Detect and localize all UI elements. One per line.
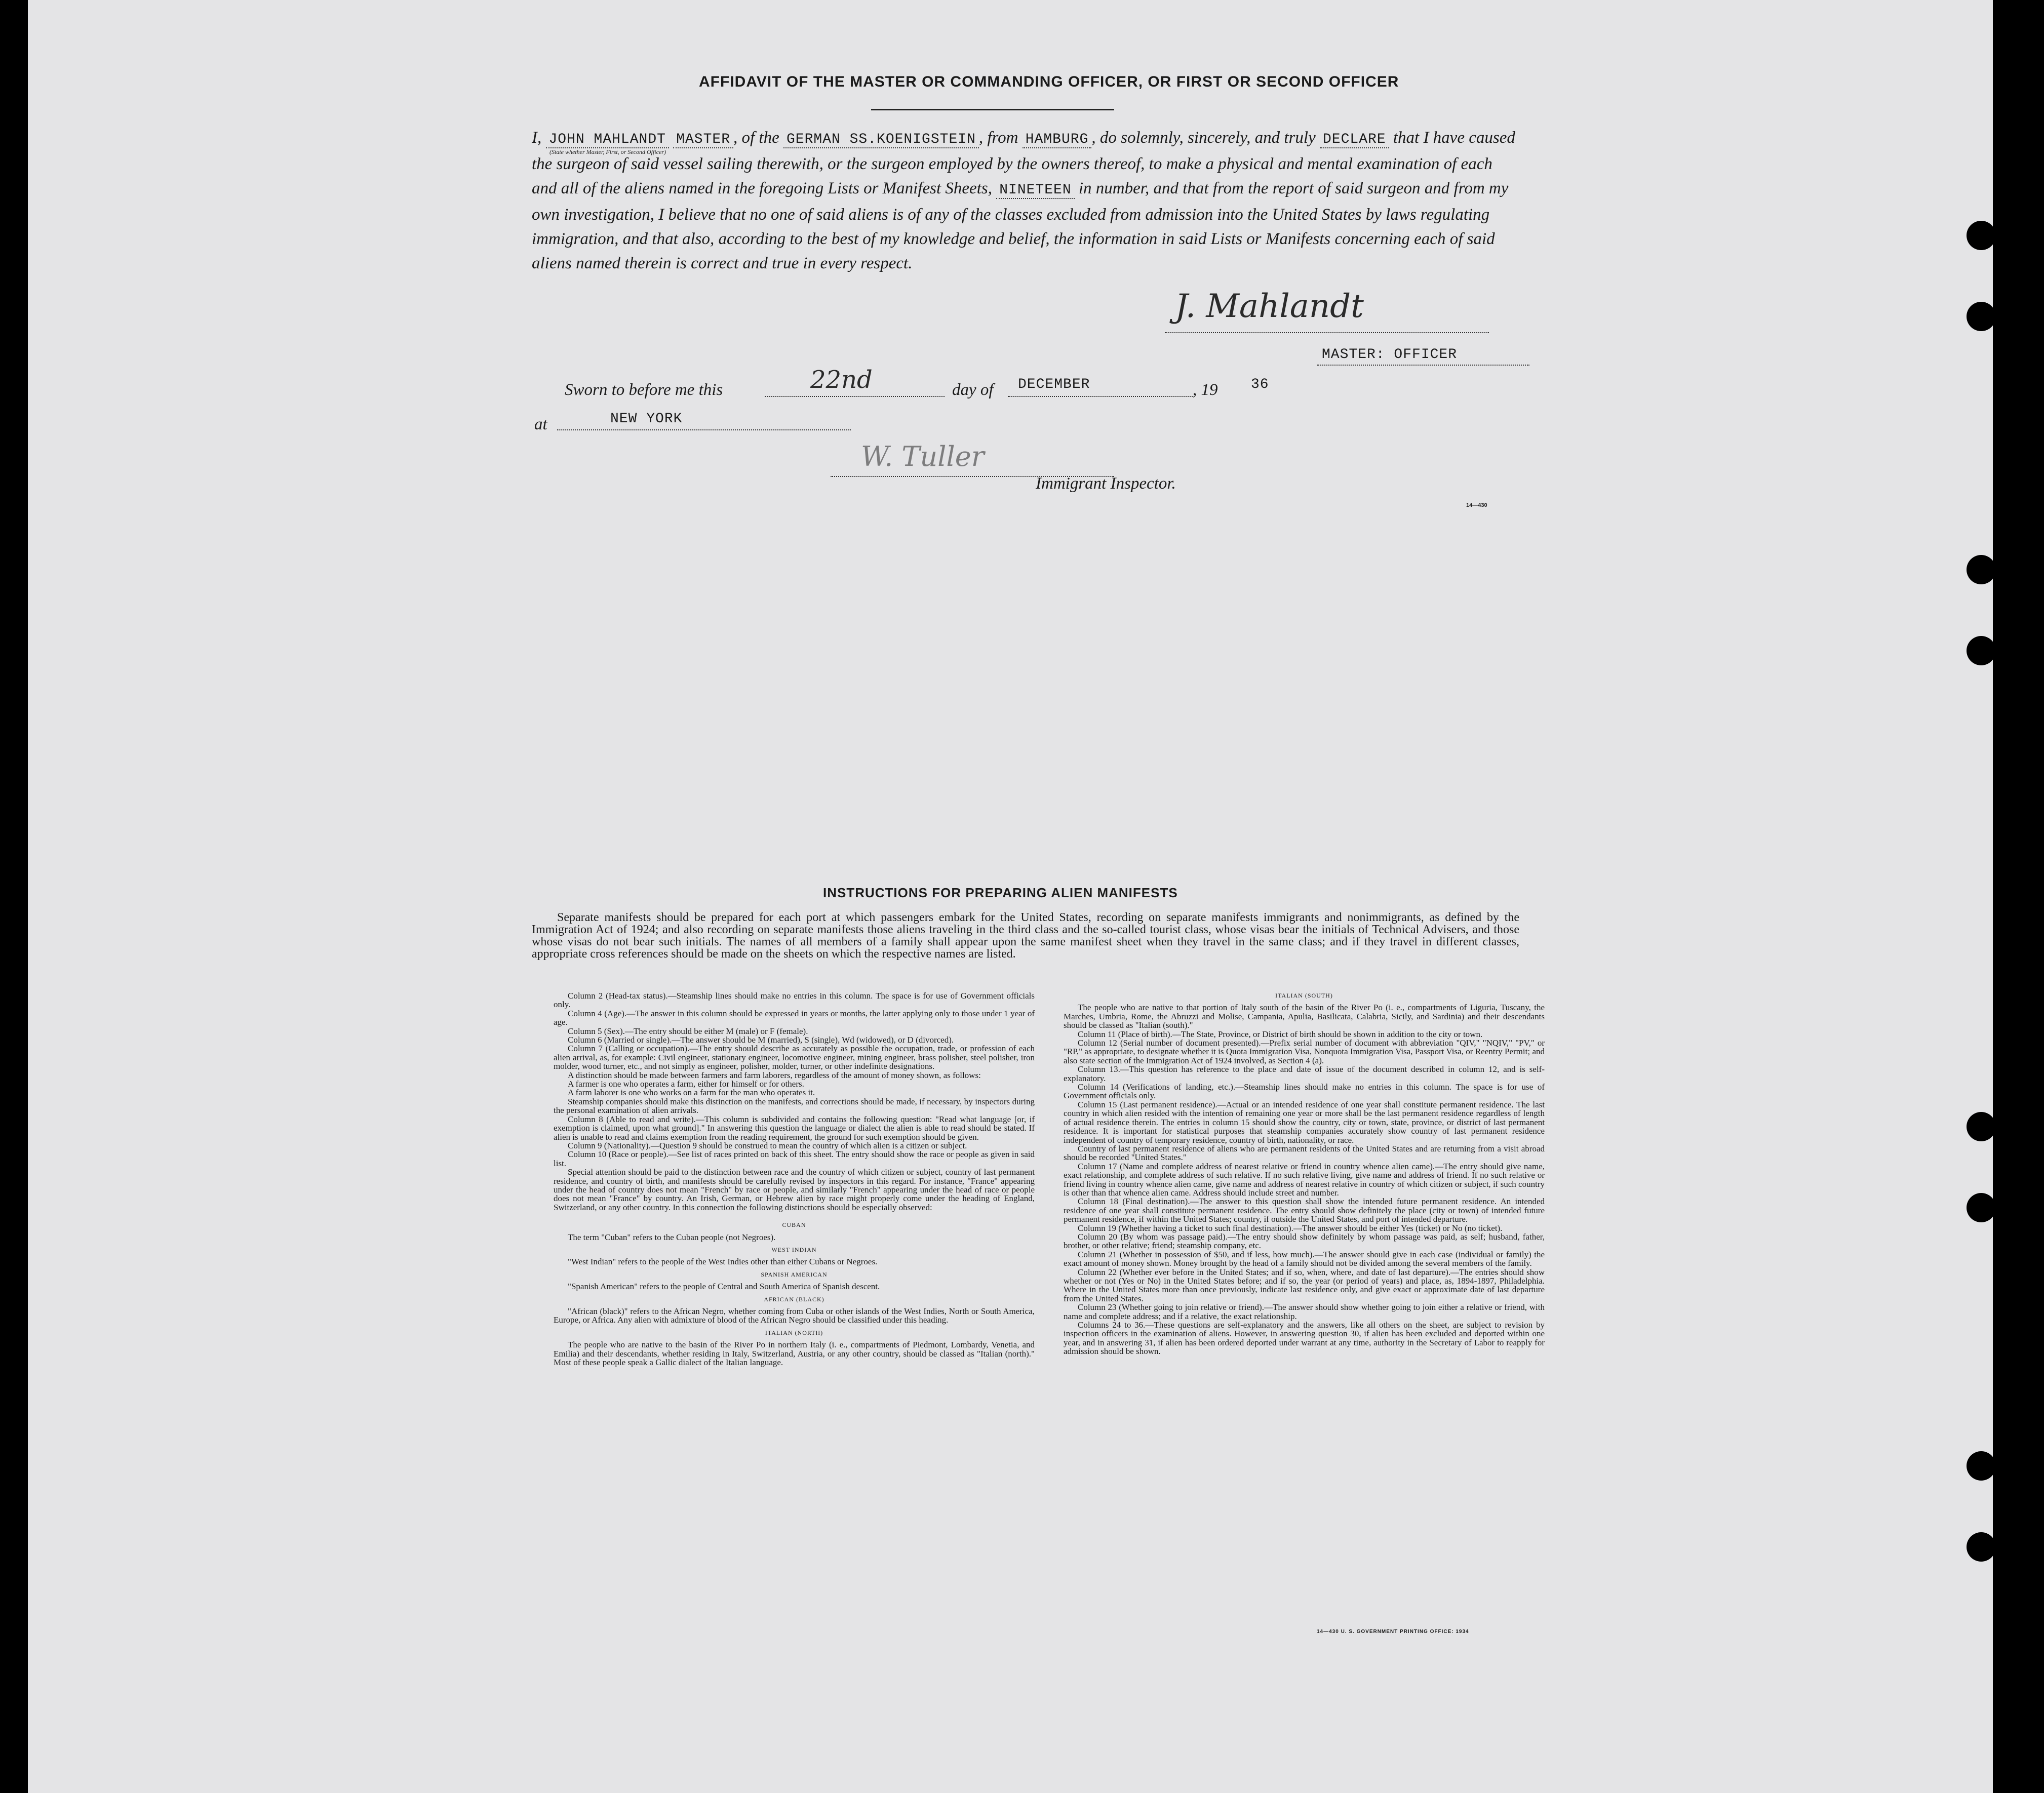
heading-west-indian: WEST INDIAN: [771, 1246, 817, 1253]
instructions-left-column: [554, 991, 1035, 1367]
instruction-paragraph: Column 9 (Nationality).—Question 9 should be construed to mean the country of which alien is a citizen or subject.: [568, 1140, 967, 1150]
instruction-paragraph: Column 12 (Serial number of document presented).—Prefix serial number of document with abbreviation "QIV," "NQIV," "PV," or "RP," as appropriate, to designate whether it is Quota Immigration Visa, Nonquota Immigration Visa, Passport Visa, or Reentry Permit; and also state section of the Immigration Act of 1924 involved, as Section 4 (a).: [1064, 1038, 1545, 1065]
instruction-paragraph: Column 21 (Whether in possession of $50, and if less, how much).—The answer should give in each case (individual or family) the exact amount of money shown. Money brought by the head of a family should not be divided among the several members of the family.: [1064, 1249, 1545, 1268]
punch-hole: [1967, 555, 1996, 584]
master-signature: J. Mahlandt: [1175, 288, 1364, 325]
sheets-count: NINETEEN: [996, 182, 1074, 199]
at-label: at: [534, 415, 547, 433]
instruction-paragraph: Column 5 (Sex).—The entry should be either M (male) or F (female).: [568, 1026, 808, 1036]
affidavit-title: AFFIDAVIT OF THE MASTER OR COMMANDING OFFICER, OR FIRST OR SECOND OFFICER: [699, 73, 1399, 90]
vessel-name: GERMAN SS.KOENIGSTEIN: [783, 132, 979, 148]
signer-title: MASTER: OFFICER: [1322, 347, 1458, 363]
officer-rank: MASTER: [673, 132, 733, 148]
sworn-year: 36: [1251, 377, 1269, 392]
title-rule: [871, 109, 1114, 110]
sworn-month: DECEMBER: [1018, 377, 1090, 392]
instruction-paragraph: Steamship companies should make this distinction on the manifests, and corrections should be made, if necessary, by inspectors during the personal examination of alien arrivals.: [554, 1096, 1035, 1115]
sworn-day: 22nd: [810, 366, 873, 394]
punch-hole: [1967, 1112, 1996, 1141]
signature-line: [1165, 332, 1489, 333]
instruction-paragraph: Column 7 (Calling or occupation).—The entry should describe as accurately as possible the occupation, trade, or profession of each alien arrival, as, for example: Civil engineer, stationary engineer, locomotive engineer, mining engineer, brass polisher, steel polisher, iron molder, wood turner, etc., and not simply as engineer, polisher, molder, turner, or other indefinite designations.: [554, 1044, 1035, 1071]
sworn-place: NEW YORK: [610, 411, 683, 427]
punch-hole: [1967, 1451, 1996, 1481]
instruction-paragraph: The people who are native to that portion of Italy south of the basin of the River Po (i. e., compartments of Liguria, Tuscany, the Marches, Umbria, Rome, the Abruzzi and Molise, Campania, Apulia, Basilicata, Calabria, Sicily, and Sardinia) and their descendants should be classed as "Italian (south).": [1064, 1003, 1545, 1030]
heading-italian-south: ITALIAN (SOUTH): [1275, 992, 1333, 999]
instruction-paragraph: Column 10 (Race or people).—See list of races printed on back of this sheet. The entry should show the race or people as given in said list.: [554, 1149, 1035, 1168]
instruction-paragraph: Special attention should be paid to the distinction between race and the country of which citizen or subject, country of last permanent residence, and country of birth, and manifests should be carefully revised by inspectors in this regard. For instance, "France" appearing under the head of country does not mean "French" by race or people, and similarly "French" appearing under the head of race or people does not mean "France" by country. An Irish, German, or Hebrew alien by race might properly come under the heading of England, Switzerland, or any other country. In this connection the following distinctions should be especially observed:: [554, 1167, 1035, 1212]
instruction-paragraph: Column 14 (Verifications of landing, etc.).—Steamship lines should make no entries in this column. The space is for use of Government officials only.: [1064, 1082, 1545, 1101]
rank-note: (State whether Master, First, or Second Officer): [549, 148, 666, 155]
instruction-paragraph: Column 18 (Final destination).—The answer to this question shall show the intended future permanent residence. An intended residence of one year shall constitute permanent residence. The entry should show definitely the place (city or town) of intended future permanent residence, if within the United States; country, if outside the United States, and port of intended departure.: [1064, 1197, 1545, 1224]
punch-hole: [1967, 636, 1996, 665]
paragraph-cuban: The term "Cuban" refers to the Cuban people (not Negroes).: [568, 1232, 776, 1242]
year-prefix: , 19: [1193, 381, 1218, 399]
month-line: [1008, 396, 1193, 397]
instruction-paragraph: Column 20 (By whom was passage paid).—The entry should show definitely by whom passage was paid, as self; husband, father, brother, or other relative; friend; steamship company, etc.: [1064, 1231, 1545, 1251]
affidavit-text: [532, 126, 1519, 275]
signer-title-line: [1317, 365, 1529, 366]
instruction-paragraph: A farmer is one who operates a farm, either for himself or for others.: [568, 1079, 804, 1089]
instruction-paragraph: Column 15 (Last permanent residence).—Actual or an intended residence of one year shall constitute permanent residence. The last country in which alien resided with the intention of remaining one year or more shall be the last permanent residence regardless of length of actual residence therein. The entries in column 15 should show the country, city or town, state, province, or district of last permanent residence. It is important for statistical purposes that steamship companies accurately show country of last permanent residence independent of country of temporary residence, country of birth, nationality, or race.: [1064, 1099, 1545, 1145]
inspector-signature: W. Tuller: [861, 441, 985, 472]
form-number: 14—430: [1466, 502, 1487, 508]
text-solemnly: solemnly, sincerely, and truly: [1121, 129, 1316, 147]
text-of-the: , of the: [733, 129, 779, 147]
punch-hole: [1967, 302, 1996, 331]
instruction-paragraph: Column 13.—This question has reference to the place and date of issue of the document described in column 12, and is self-explanatory.: [1064, 1064, 1545, 1083]
instruction-paragraph: Country of last permanent residence of aliens who are permanent residents of the United States and are returning from a visit abroad should be recorded "United States.": [1064, 1143, 1545, 1163]
day-line: [765, 396, 945, 397]
instruction-paragraph: Columns 24 to 36.—These questions are self-explanatory and the answers, like all others on the sheet, are subject to revision by inspection officers in the examination of aliens. However, in answering question 30, if alien has been excluded and deported within one year, and in answering 31, if alien has been ordered deported under warrant at any time, authority in the Secretary of Labor to reapply for admission should be shown.: [1064, 1320, 1545, 1357]
instruction-paragraph: Column 23 (Whether going to join relative or friend).—The answer should show whether going to join either a relative or friend, with name and complete address; and if a relative, the exact relationship.: [1064, 1302, 1545, 1321]
instructions-intro: Separate manifests should be prepared for each port at which passengers embark for the United States, recording on separate manifests immigrants and nonimmigrants, as defined by the Immigration Act of 1924; and also recording on separate manifests those aliens traveling in the third class and the so-called tourist class, whose visas bear the initials of Technical Advisers, and those whose visas do not bear such initials. The names of all members of a family shall appear upon the same manifest sheet when they travel in the same class; and if they travel in different classes, appropriate cross references should be made on the sheets on which the respective names are listed.: [532, 911, 1519, 961]
officer-name: JOHN MAHLANDT: [546, 132, 669, 148]
sworn-label: Sworn to before me this: [565, 381, 723, 399]
port-from: HAMBURG: [1023, 132, 1092, 148]
instruction-paragraph: Column 17 (Name and complete address of nearest relative or friend in country whence alien came).—The entry should give name, exact relationship, and complete address of such relative. If no such relative living, give name and address of friend. If no such relative or friend living in country whence alien came, give name and address of nearest relative in country of which citizen or subject, if such country is other than that whence alien came. Address should include street and number.: [1064, 1161, 1545, 1198]
punch-hole: [1967, 1532, 1996, 1562]
punch-hole: [1967, 221, 1996, 250]
text-i: I,: [532, 129, 542, 147]
paragraph-italian-north: The people who are native to the basin of the River Po in northern Italy (i. e., compartments of Piedmont, Lombardy, Venetia, and Emilia) and their descendants, whether residing in Italy, Switzerland, Austria, or any other country, should be classed as "Italian (north)." Most of these people speak a Gallic dialect of the Italian language.: [554, 1340, 1035, 1368]
instruction-paragraph: Column 11 (Place of birth).—The State, Province, or District of birth should be shown in addition to the city or town.: [1078, 1029, 1483, 1039]
paragraph-spanish-american: "Spanish American" refers to the people of Central and South America of Spanish descent.: [568, 1282, 880, 1292]
instruction-paragraph: Column 2 (Head-tax status).—Steamship lines should make no entries in this column. The space is for use of Government officials only.: [554, 991, 1035, 1010]
inspector-label: Immigrant Inspector.: [1036, 474, 1176, 493]
instructions-title: INSTRUCTIONS FOR PREPARING ALIEN MANIFESTS: [823, 885, 1178, 900]
printing-office-footer: 14—430 U. S. GOVERNMENT PRINTING OFFICE: 1934: [1317, 1629, 1469, 1635]
text-body-2: in number, and that from the report of said surgeon and from my own investigation, I believe that no one of said aliens is of any of the classes excluded from admission into the United States by laws regulating immigration, and that also, according to the best of my knowledge and belief, the information in said Lists or Manifests concerning each of said aliens named therein is correct and true in every respect.: [532, 179, 1509, 272]
place-line: [557, 429, 851, 430]
heading-italian-north: ITALIAN (NORTH): [765, 1329, 823, 1336]
text-from: , from: [978, 129, 1018, 147]
instruction-paragraph: Column 8 (Able to read and write).—This column is subdivided and contains the following question: "Read what language [or, if exemption is claimed, upon what ground]." In answering this question the language or dialect the alien is able to read should be stated. If alien is unable to read and claims exemption from the reading requirement, the ground for such exemption should be given.: [554, 1114, 1035, 1142]
text-body-1: that I have caused the surgeon of said vessel sailing therewith, or the surgeon employed by the owners thereof, to make a physical and mental examination of each and all of the aliens named in the foregoing Lists or Manifest Sheets,: [532, 129, 1515, 197]
instruction-paragraph: Column 4 (Age).—The answer in this column should be expressed in years or months, the latter applying only to those under 1 year of age.: [554, 1008, 1035, 1027]
paragraph-west-indian: "West Indian" refers to the people of the West Indies other than either Cubans or Negroes.: [568, 1257, 878, 1267]
instruction-paragraph: A distinction should be made between farmers and farm laborers, regardless of the amount of money shown, as follows:: [568, 1070, 981, 1080]
paragraph-african: "African (black)" refers to the African Negro, whether coming from Cuba or other islands of the West Indies, North or South America, Europe, or Africa. Any alien with admixture of blood of the African Negro should be classified under this heading.: [554, 1306, 1035, 1325]
instruction-paragraph: Column 6 (Married or single).—The answer should be M (married), S (single), Wd (widowed), or D (divorced).: [568, 1035, 954, 1045]
heading-spanish-american: SPANISH AMERICAN: [761, 1270, 828, 1278]
text-do: , do: [1091, 129, 1117, 147]
instruction-paragraph: Column 19 (Whether having a ticket to such final destination).—The answer should be either Yes (ticket) or No (no ticket).: [1078, 1223, 1503, 1233]
heading-african: AFRICAN (BLACK): [764, 1295, 824, 1303]
heading-cuban: CUBAN: [782, 1221, 806, 1229]
instruction-paragraph: Column 22 (Whether ever before in the United States; and if so, when, where, and date of last departure).—The entries should show whether or not (Yes or No) in the United States before; and if so, the year (or period of years) and place, as, 1894-1897, Philadelphia. Where in the United States more than once previously, indicate last residence only, and give exact or approximate date of last departure from the United States.: [1064, 1267, 1545, 1303]
instructions-right-column: [1064, 991, 1545, 1356]
day-of-label: day of: [952, 381, 994, 399]
punch-hole: [1967, 1193, 1996, 1222]
declare-word: DECLARE: [1320, 132, 1389, 148]
instruction-paragraph: A farm laborer is one who works on a farm for the man who operates it.: [568, 1088, 815, 1098]
